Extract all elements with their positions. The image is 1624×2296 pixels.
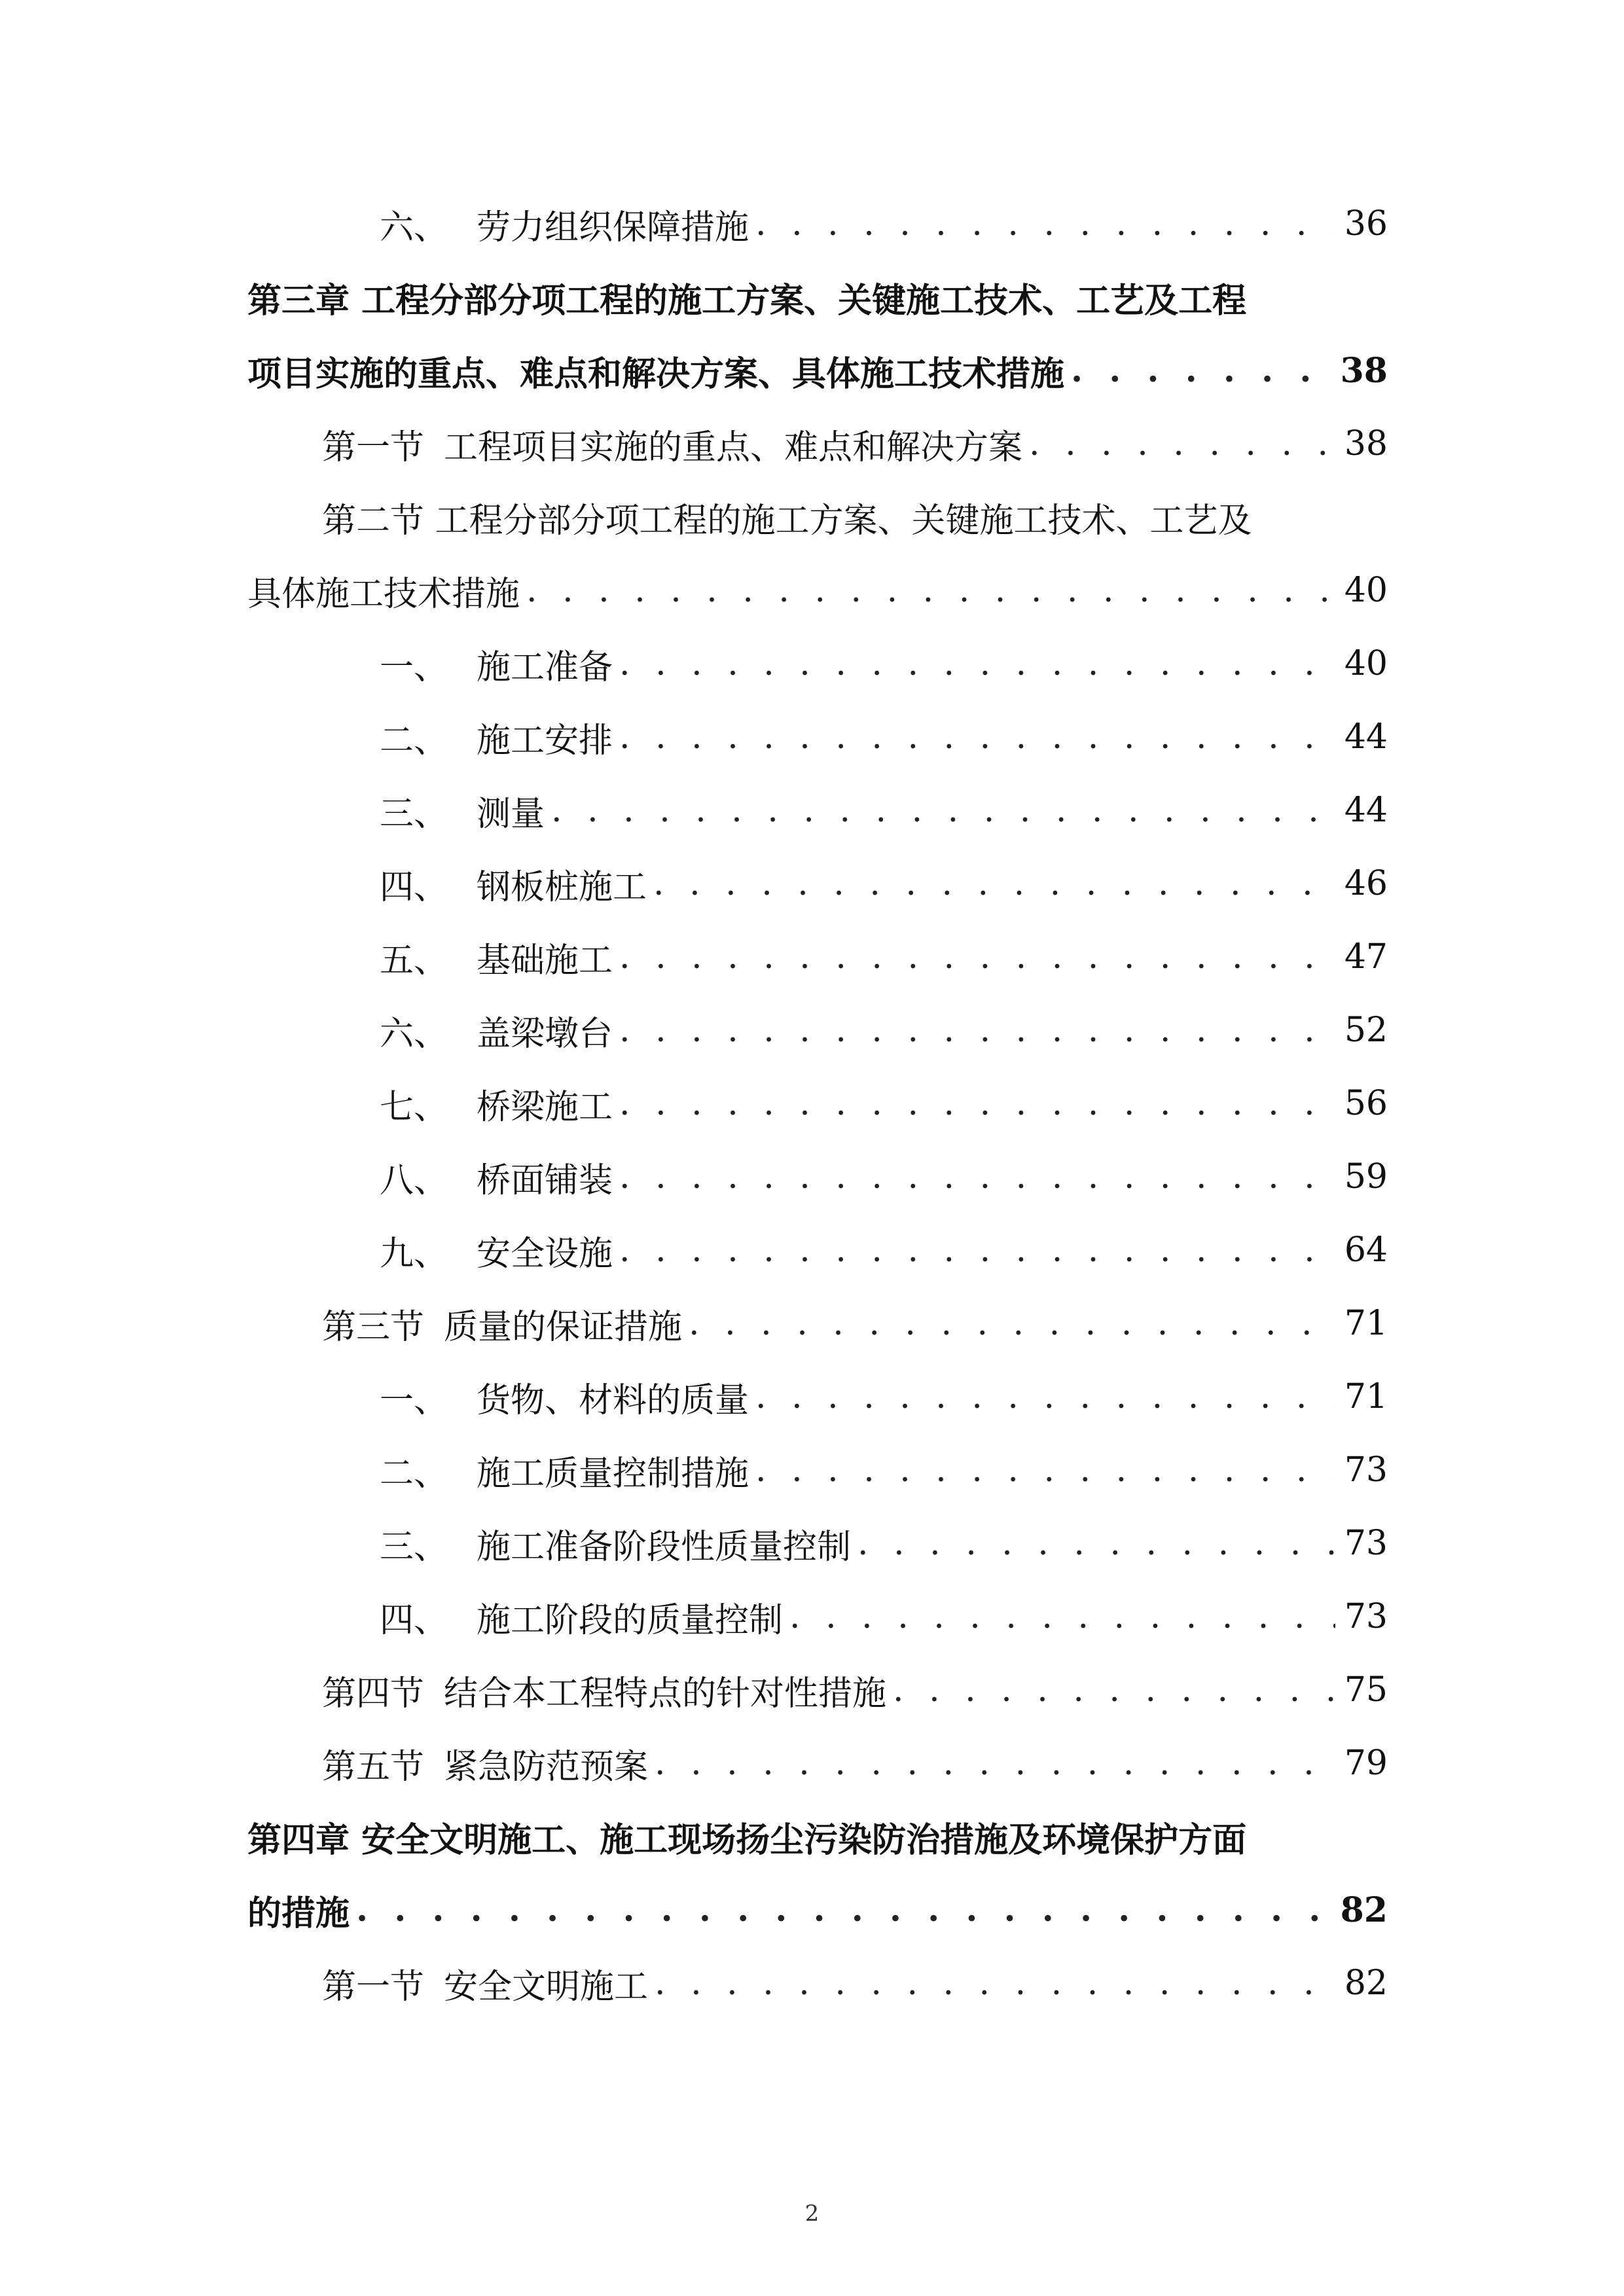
toc-entry[interactable]: [247, 1873, 1388, 1946]
toc-entry-page: 59: [1344, 1157, 1388, 1196]
toc-entry[interactable]: [380, 627, 1388, 700]
toc-entry-page: 40: [1344, 571, 1388, 610]
toc-entry-number: 四、: [380, 1600, 448, 1640]
toc-entry-page: 82: [1344, 1964, 1388, 2003]
toc-section-heading[interactable]: [322, 480, 1388, 554]
toc-entry[interactable]: [322, 1727, 1388, 1800]
toc-section-label: 第一节: [322, 1967, 425, 2007]
toc-entry-title: 施工准备: [477, 647, 613, 687]
toc-entry-title: 桥梁施工: [477, 1087, 613, 1127]
toc-entry-title: 施工质量控制措施: [477, 1454, 749, 1494]
toc-entry[interactable]: [322, 1946, 1388, 2020]
toc-entry-title: 项目实施的重点、难点和解决方案、具体施工技术措施: [247, 353, 1065, 394]
toc-entry-page: 71: [1344, 1304, 1388, 1343]
dot-leader: [755, 1447, 1335, 1493]
toc-entry[interactable]: [380, 920, 1388, 994]
toc-entry-number: 三、: [380, 1527, 448, 1567]
toc-entry-title: 基础施工: [477, 941, 613, 980]
toc-entry-number: 五、: [380, 941, 448, 980]
toc-entry[interactable]: [247, 554, 1388, 627]
dot-leader: [655, 1740, 1335, 1786]
dot-leader: [893, 1667, 1335, 1713]
toc-entry-title: 盖梁墩台: [477, 1014, 613, 1054]
dot-leader: [689, 1300, 1335, 1346]
dot-leader: [1029, 421, 1335, 467]
toc-entry-page: 44: [1344, 791, 1388, 830]
toc-entry-page: 71: [1344, 1377, 1388, 1416]
toc-entry-page: 73: [1344, 1450, 1388, 1490]
toc-entry[interactable]: [380, 1360, 1388, 1433]
toc-entry[interactable]: [380, 1433, 1388, 1507]
dot-leader: [755, 1374, 1335, 1420]
toc-entry[interactable]: [380, 774, 1388, 847]
toc-entry-title: 结合本工程特点的针对性措施: [444, 1674, 887, 1713]
toc-entry-number: 六、: [380, 207, 448, 247]
toc-entry-page: 73: [1344, 1524, 1388, 1563]
toc-entry[interactable]: [380, 187, 1388, 260]
toc-entry[interactable]: [380, 1140, 1388, 1213]
toc-entry-page: 56: [1344, 1084, 1388, 1123]
toc-entry-title: 货物、材料的质量: [477, 1380, 749, 1420]
toc-entry-number: 二、: [380, 1454, 448, 1494]
toc-entry-number: 四、: [380, 867, 448, 907]
dot-leader: [619, 1227, 1335, 1273]
toc-entry[interactable]: [380, 1580, 1388, 1653]
dot-leader: [356, 1887, 1331, 1933]
dot-leader: [619, 641, 1335, 687]
dot-leader: [619, 934, 1335, 980]
toc-entry-text: 第三章 工程分部分项工程的施工方案、关键施工技术、工艺及工程: [247, 280, 1247, 321]
toc-entry[interactable]: [380, 847, 1388, 920]
page-number: 2: [804, 2200, 820, 2227]
toc-entry-title: 测量: [477, 794, 545, 834]
dot-leader: [857, 1520, 1335, 1566]
toc-entry[interactable]: [380, 1507, 1388, 1580]
toc-entry-title: 钢板桩施工: [477, 867, 647, 907]
dot-leader: [619, 1007, 1335, 1053]
toc-entry-title: 的措施: [247, 1893, 350, 1933]
toc-section-label: 第一节: [322, 427, 425, 467]
toc-entry-title: 劳力组织保障措施: [477, 207, 749, 247]
toc-entry-page: 46: [1344, 864, 1388, 903]
toc-entry[interactable]: [322, 1653, 1388, 1727]
toc-entry[interactable]: [380, 994, 1388, 1067]
toc-entry-page: 75: [1344, 1670, 1388, 1710]
dot-leader: [1071, 348, 1331, 393]
toc-entry-text: 第四章 安全文明施工、施工现场扬尘污染防治措施及环境保护方面: [247, 1820, 1247, 1860]
toc-entry-title: 施工阶段的质量控制: [477, 1600, 784, 1640]
toc-entry-number: 一、: [380, 1380, 448, 1420]
toc-entry-page: 38: [1344, 424, 1388, 463]
toc-entry-title: 紧急防范预案: [444, 1747, 649, 1787]
toc-entry[interactable]: [322, 1287, 1388, 1360]
toc-entry-title: 工程项目实施的重点、难点和解决方案: [444, 427, 1023, 467]
toc-entry-title: 安全设施: [477, 1234, 613, 1274]
toc-entry-number: 九、: [380, 1234, 448, 1274]
toc-entry-number: 二、: [380, 721, 448, 761]
toc-entry-page: 38: [1340, 350, 1388, 391]
dot-leader: [619, 1081, 1335, 1126]
toc-entry[interactable]: [247, 334, 1388, 407]
toc-entry-number: 一、: [380, 647, 448, 687]
toc-section-label: 第五节: [322, 1747, 425, 1787]
toc-section-label: 第四节: [322, 1674, 425, 1713]
dot-leader: [789, 1594, 1335, 1640]
toc-chapter-heading[interactable]: [247, 260, 1388, 334]
toc-entry-page: 73: [1344, 1597, 1388, 1636]
toc-entry-title: 具体施工技术措施: [247, 574, 520, 614]
toc-section-label: 第三节: [322, 1307, 425, 1347]
toc-entry-page: 36: [1344, 204, 1388, 243]
toc-entry-number: 八、: [380, 1160, 448, 1200]
dot-leader: [551, 787, 1335, 833]
toc-entry-page: 52: [1344, 1011, 1388, 1050]
toc-entry-number: 七、: [380, 1087, 448, 1127]
dot-leader: [755, 201, 1335, 247]
toc-entry-page: 64: [1344, 1230, 1388, 1270]
toc-entry-title: 桥面铺装: [477, 1160, 613, 1200]
toc-entry-page: 79: [1344, 1744, 1388, 1783]
dot-leader: [619, 714, 1335, 760]
toc-entry[interactable]: [380, 700, 1388, 774]
toc-entry[interactable]: [322, 407, 1388, 480]
toc-entry-number: 六、: [380, 1014, 448, 1054]
toc-entry-page: 40: [1344, 644, 1388, 683]
toc-entry-number: 三、: [380, 794, 448, 834]
toc-entry[interactable]: [380, 1213, 1388, 1287]
toc-entry-title: 安全文明施工: [444, 1967, 649, 2007]
toc-chapter-heading[interactable]: [247, 1800, 1388, 1873]
toc-entry-title: 施工准备阶段性质量控制: [477, 1527, 852, 1567]
dot-leader: [526, 567, 1335, 613]
toc-entry-title: 质量的保证措施: [444, 1307, 683, 1347]
toc-entry[interactable]: [380, 1067, 1388, 1140]
dot-leader: [653, 861, 1335, 906]
toc-entry-title: 施工安排: [477, 721, 613, 761]
dot-leader: [655, 1960, 1335, 2006]
toc-entry-text: 第二节 工程分部分项工程的施工方案、关键施工技术、工艺及: [322, 501, 1252, 541]
toc-entry-page: 47: [1344, 937, 1388, 977]
dot-leader: [619, 1154, 1335, 1200]
toc-entry-page: 44: [1344, 717, 1388, 757]
toc-entry-page: 82: [1340, 1890, 1388, 1930]
